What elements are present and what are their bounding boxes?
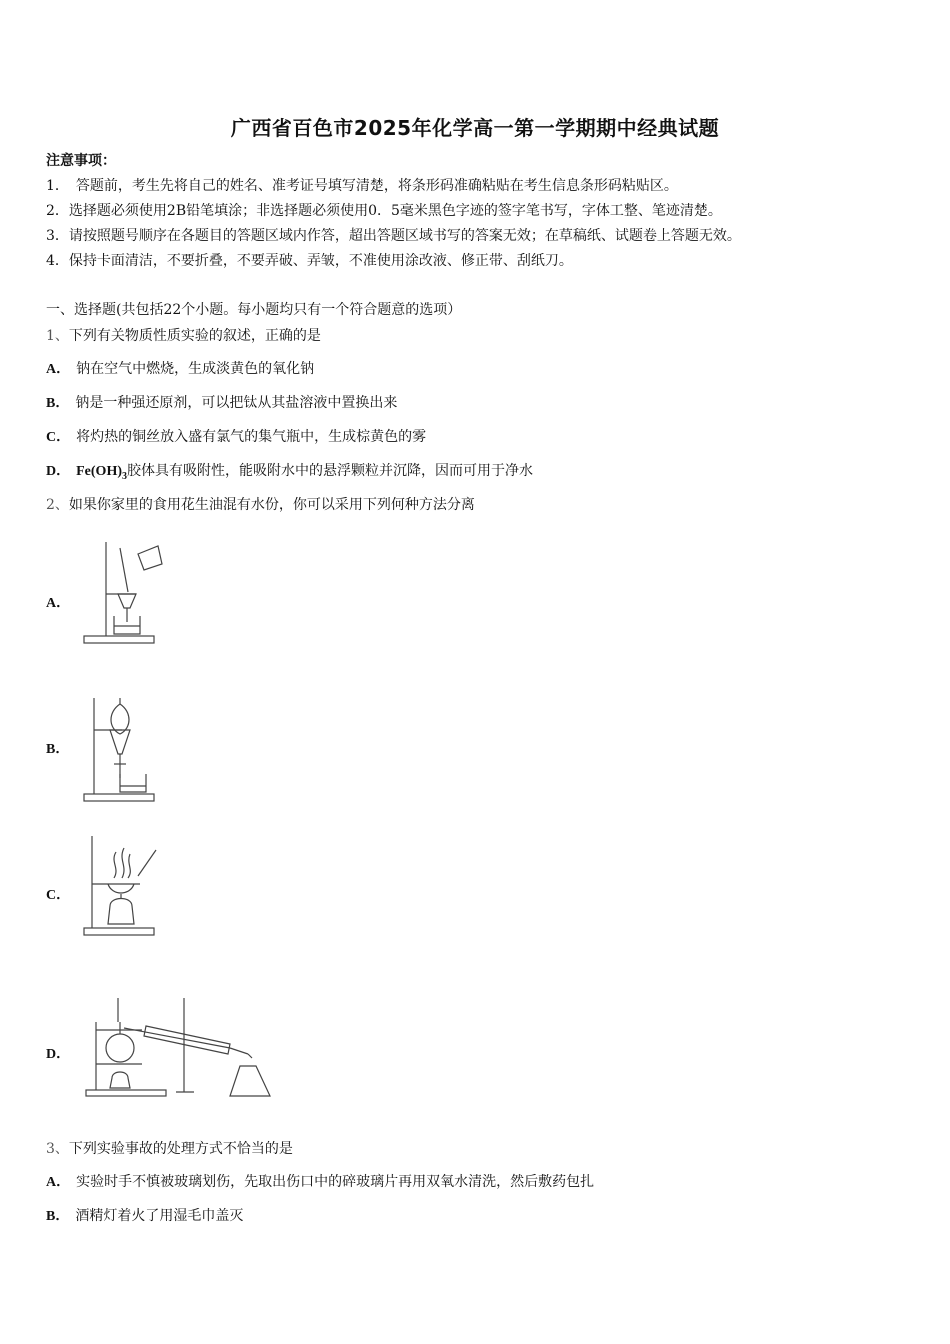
question-stem: 下列实验事故的处理方式不恰当的是	[68, 1141, 293, 1157]
formula-text: Fe(OH)	[76, 464, 122, 479]
question-number: 1、	[46, 328, 69, 344]
option-letter: D．	[46, 464, 71, 479]
option-letter: A．	[46, 1175, 71, 1190]
option-letter: B．	[46, 1209, 70, 1224]
notice-item-2: 2．选择题必须使用2B铅笔填涂；非选择题必须使用0．5毫米黑色字迹的签字笔书写，字体工整、笔迹清楚。	[46, 203, 722, 219]
q1-option-a	[46, 359, 314, 380]
page-title: 广西省百色市2025年化学高一第一学期期中经典试题	[230, 116, 720, 140]
q3-option-b	[46, 1206, 243, 1227]
question-1	[46, 326, 321, 346]
option-text: 酒精灯着火了用湿毛巾盖灭	[75, 1208, 244, 1224]
q2-option-b-label: B．	[46, 742, 70, 757]
q1-option-b	[46, 393, 397, 414]
notice-item-3: 3．请按照题号顺序在各题目的答题区域内作答，超出答题区域书写的答案无效；在草稿纸、试题卷上答题无效。	[46, 228, 741, 244]
question-stem: 如果你家里的食用花生油混有水份，你可以采用下列何种方法分离	[68, 497, 475, 513]
option-letter: C．	[46, 430, 71, 445]
option-text: 实验时手不慎被玻璃划伤，先取出伤口中的碎玻璃片再用双氧水清洗，然后敷药包扎	[76, 1174, 595, 1190]
option-text: 胶体具有吸附性，能吸附水中的悬浮颗粒并沉降，因而可用于净水	[127, 463, 533, 479]
question-3	[46, 1139, 293, 1159]
section-heading: 一、选择题(共包括22个小题。每小题均只有一个符合题意的选项）	[46, 302, 462, 318]
question-number: 2、	[46, 497, 69, 513]
option-letter: A．	[46, 362, 71, 377]
notice-item-1: 1． 答题前，考生先将自己的姓名、准考证号填写清楚，将条形码准确粘贴在考生信息条形码粘贴区。	[46, 178, 678, 194]
filtration-apparatus-icon	[80, 536, 170, 648]
option-text: 钠是一种强还原剂，可以把钛从其盐溶液中置换出来	[75, 395, 398, 411]
q1-option-d	[46, 461, 533, 487]
option-text: 将灼热的铜丝放入盛有氯气的集气瓶中，生成棕黄色的雾	[76, 429, 427, 445]
formula-subscript: 3	[122, 470, 127, 482]
q2-option-c-label: C．	[46, 888, 71, 903]
option-text: 钠在空气中燃烧，生成淡黄色的氧化钠	[76, 361, 315, 377]
question-number: 3、	[46, 1141, 69, 1157]
option-letter: B．	[46, 396, 70, 411]
chemical-formula	[76, 464, 127, 482]
distillation-apparatus-icon	[80, 992, 280, 1104]
question-2	[46, 495, 475, 515]
question-stem: 下列有关物质性质实验的叙述，正确的是	[68, 328, 321, 344]
q2-option-a-label: A．	[46, 596, 71, 611]
q2-option-d-label: D．	[46, 1047, 71, 1062]
notice-item-4: 4．保持卡面清洁，不要折叠，不要弄破、弄皱，不准使用涂改液、修正带、刮纸刀。	[46, 253, 573, 269]
evaporation-apparatus-icon	[80, 832, 170, 944]
q3-option-a	[46, 1172, 594, 1193]
notice-heading: 注意事项：	[46, 153, 116, 169]
separatory-funnel-apparatus-icon	[80, 694, 170, 806]
q1-option-c	[46, 427, 426, 448]
